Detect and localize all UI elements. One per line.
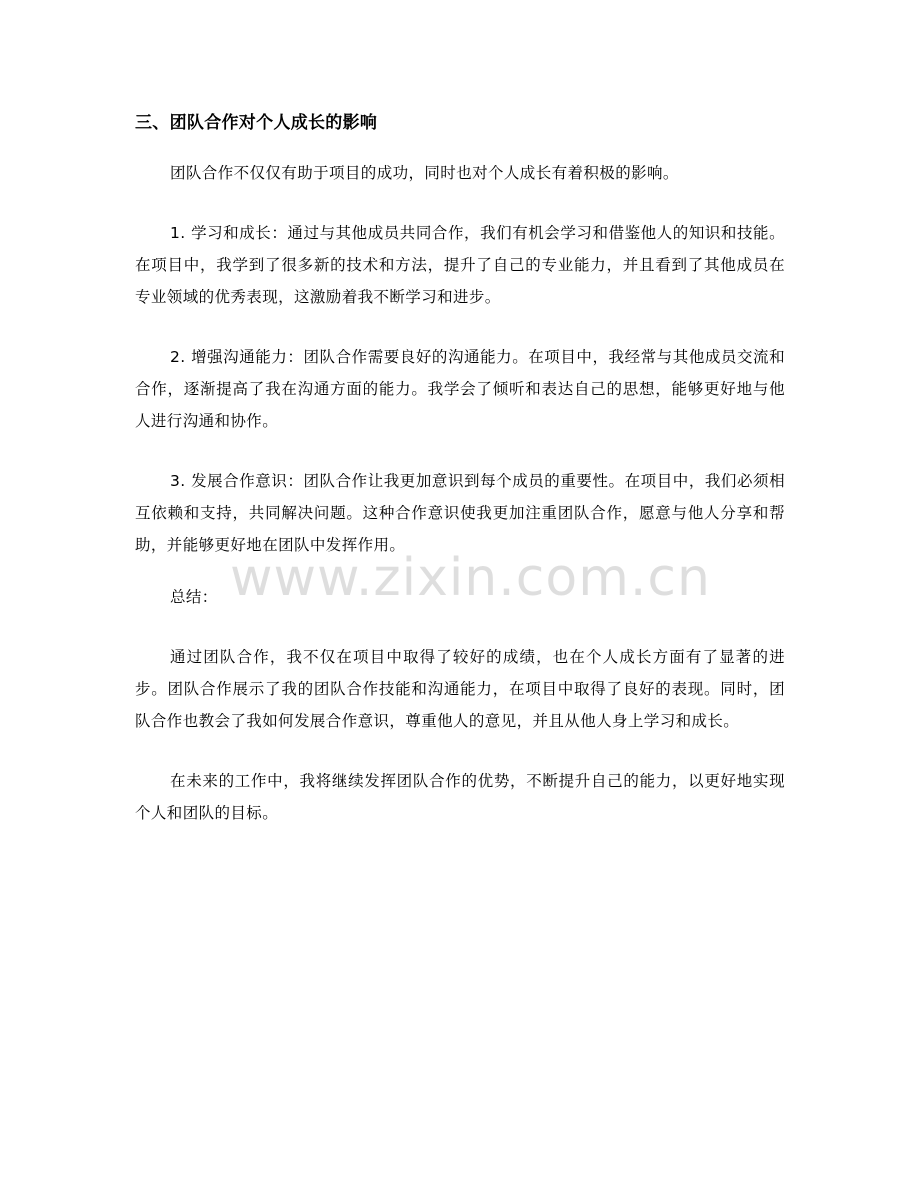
section-heading: 三、团队合作对个人成长的影响 — [135, 113, 378, 133]
summary-label: 总结： — [170, 588, 218, 606]
summary-paragraph-1: 通过团队合作，我不仅在项目中取得了较好的成绩，也在个人成长方面有了显著的进步。团队合作展示了我的团队合作技能和沟通能力，在项目中取得了良好的表现。同时，团队合作也教会了我如何发展合作意识，尊重他人的意见，并且从他人身上学习和成长。 — [135, 648, 785, 730]
watermark-logo: www.zixin.com.cn — [230, 548, 711, 608]
point-learning-growth: 1. 学习和成长：通过与其他成员共同合作，我们有机会学习和借鉴他人的知识和技能。在项目中，我学到了很多新的技术和方法，提升了自己的专业能力，并且看到了其他成员在专业领域的优秀表现，这激励着我不断学习和进步。 — [135, 224, 785, 306]
document-content — [135, 103, 785, 829]
point-cooperation-awareness: 3. 发展合作意识：团队合作让我更加意识到每个成员的重要性。在项目中，我们必须相互依赖和支持，共同解决问题。这种合作意识使我更加注重团队合作，愿意与他人分享和帮助，并能够更好地在团队中发挥作用。 — [135, 472, 785, 554]
point-communication: 2. 增强沟通能力：团队合作需要良好的沟通能力。在项目中，我经常与其他成员交流和合作，逐渐提高了我在沟通方面的能力。我学会了倾听和表达自己的思想，能够更好地与他人进行沟通和协作。 — [135, 348, 785, 430]
summary-paragraph-2: 在未来的工作中，我将继续发挥团队合作的优势，不断提升自己的能力，以更好地实现个人和团队的目标。 — [135, 772, 785, 822]
intro-paragraph: 团队合作不仅仅有助于项目的成功，同时也对个人成长有着积极的影响。 — [170, 164, 679, 182]
